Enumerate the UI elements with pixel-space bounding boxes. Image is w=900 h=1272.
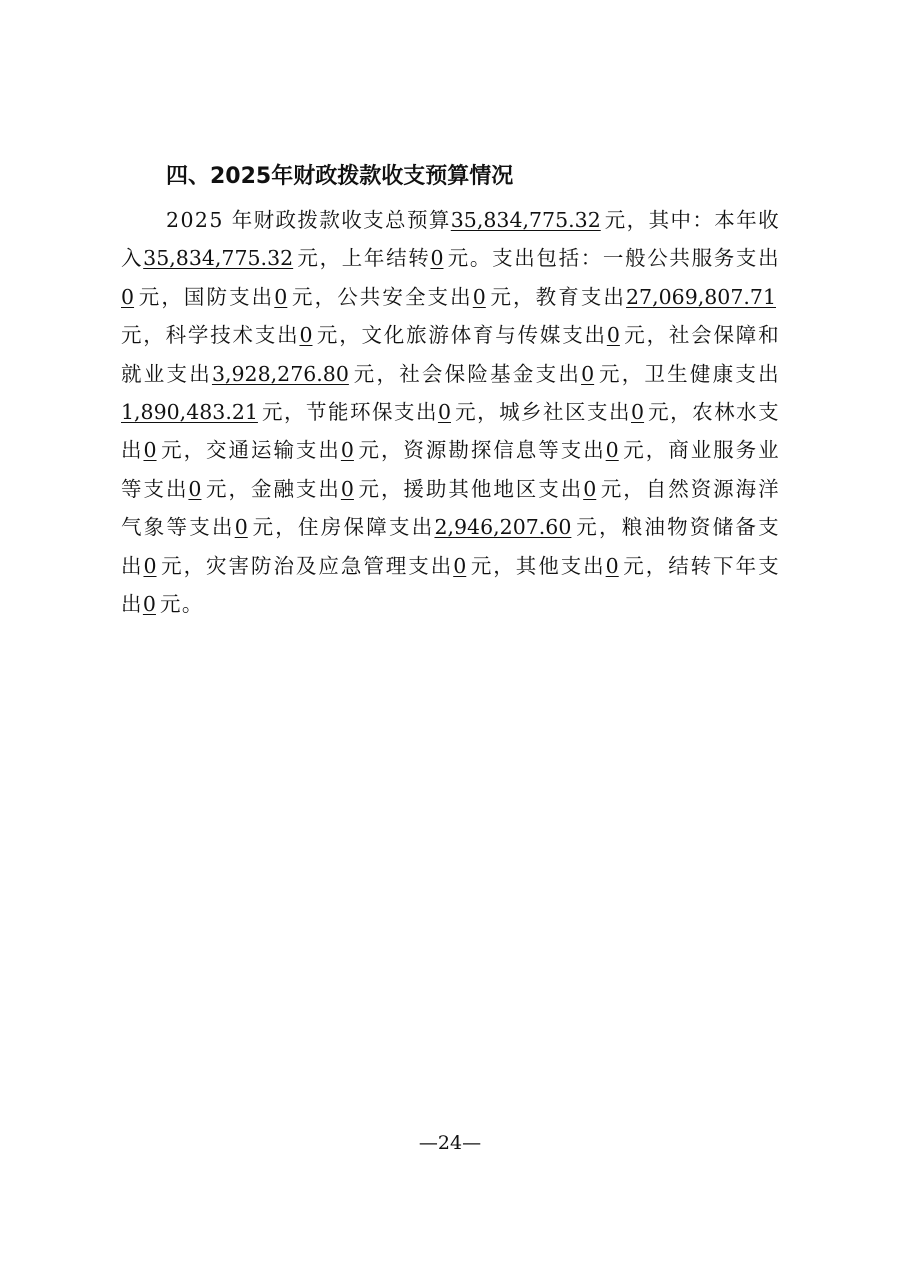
paragraph-text: 元，文化旅游体育与传媒支出 [316, 323, 607, 348]
amount-value: 0 [605, 438, 619, 463]
paragraph-text: 元，农林水支出 [121, 400, 781, 463]
section-heading: 四、2025年财政拨款收支预算情况 [166, 164, 514, 189]
paragraph-text: 元。 [159, 592, 204, 617]
amount-value: 0 [299, 323, 313, 348]
paragraph-text: 元，援助其他地区支出 [357, 476, 584, 501]
paragraph-text: 元，公共安全支出 [291, 284, 473, 309]
amount-value: 0 [605, 553, 619, 578]
paragraph-text: 元，其中：本年收入 [121, 208, 781, 271]
paragraph-text: 元，城乡社区支出 [455, 400, 632, 425]
amount-value: 0 [453, 553, 467, 578]
amount-value: 0 [581, 361, 595, 386]
amount-value: 1,890,483.21 [121, 400, 258, 425]
amount-value: 0 [430, 246, 444, 271]
paragraph-text: 元，社会保障和就业支出 [121, 323, 780, 386]
amount-value: 27,069,807.71 [626, 284, 776, 309]
paragraph-text: 元，粮油物资储备支出 [121, 515, 781, 578]
paragraph-text: 元，卫生健康支出 [598, 361, 781, 386]
amount-value: 0 [143, 553, 157, 578]
amount-value: 0 [437, 400, 451, 425]
amount-value: 35,834,775.32 [450, 208, 601, 232]
paragraph-text: 元，商业服务业等支出 [121, 438, 781, 501]
paragraph-text: 元。支出包括：一般公共服务支出 [447, 246, 780, 271]
paragraph-text: 元，金融支出 [205, 476, 341, 501]
paragraph-text: 2025 年财政拨款收支总预算 [166, 208, 451, 232]
amount-value: 0 [121, 284, 135, 309]
amount-value: 0 [340, 476, 354, 501]
paragraph-text: 元，结转下年支出 [121, 553, 780, 617]
paragraph-text: 元，科学技术支出 [121, 323, 300, 348]
amount-value: 35,834,775.32 [143, 246, 294, 271]
paragraph-text: 元，交通运输支出 [160, 438, 341, 463]
amount-value: 0 [188, 476, 202, 501]
amount-value: 0 [583, 476, 597, 501]
paragraph-text: 元，国防支出 [138, 284, 275, 309]
amount-value: 0 [234, 515, 248, 540]
amount-value: 3,928,276.80 [211, 361, 349, 386]
paragraph-text: 元，上年结转 [297, 246, 431, 271]
amount-value: 0 [606, 323, 620, 348]
paragraph-text: 元，其他支出 [470, 553, 606, 578]
amount-value: 0 [340, 438, 354, 463]
amount-value: 0 [143, 438, 157, 463]
amount-value: 0 [142, 592, 156, 617]
paragraph-text: 元，住房保障支出 [251, 515, 435, 540]
paragraph-text: 元，节能环保支出 [261, 400, 438, 425]
paragraph-text: 元，自然资源海洋气象等支出 [121, 476, 781, 540]
amount-value: 0 [472, 284, 486, 309]
budget-paragraph [121, 201, 780, 623]
page-number: —24— [418, 1132, 482, 1154]
paragraph-text: 元，灾害防治及应急管理支出 [160, 553, 454, 578]
amount-value: 2,946,207.60 [434, 515, 572, 540]
amount-value: 0 [631, 400, 645, 425]
paragraph-text: 元，社会保险基金支出 [352, 361, 582, 386]
paragraph-text: 元，资源勘探信息等支出 [357, 438, 606, 463]
paragraph-text: 元，教育支出 [489, 284, 627, 309]
amount-value: 0 [274, 284, 288, 309]
